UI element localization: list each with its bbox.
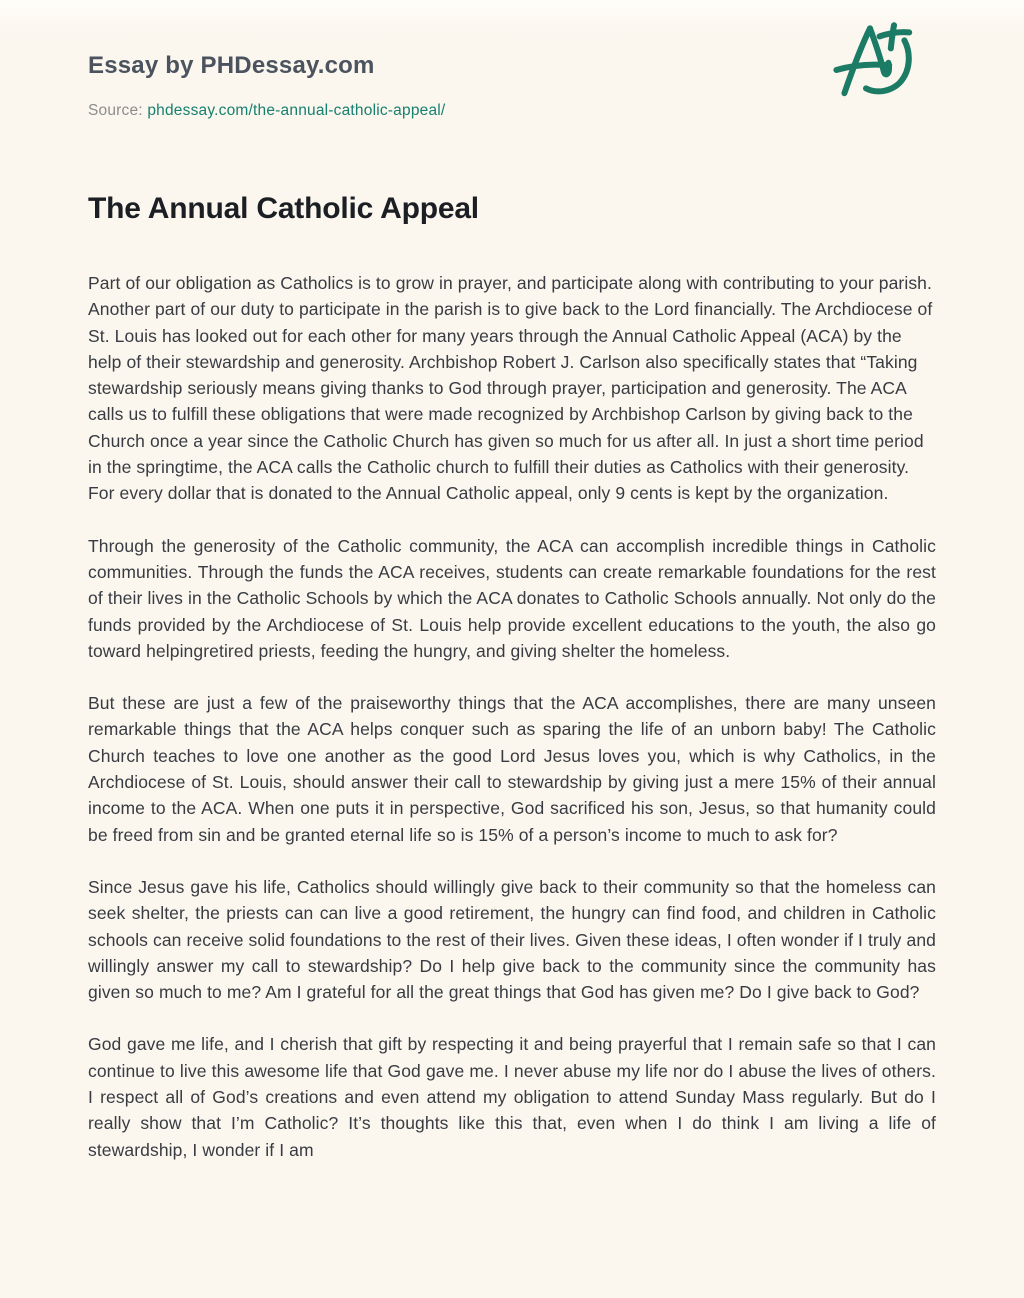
- paragraph: Part of our obligation as Catholics is to grow in prayer, and participate along with contributing to your parish. Another part of our duty to participate in the parish is to give back to the Lord financially. The Archdiocese of St. Louis has looked out for each other for many years through the Annual Catholic Appeal (ACA) by the help of their stewardship and generosity. Archbishop Robert J. Carlson also specifically states that “Taking stewardship seriously means giving thanks to God through prayer, participation and generosity. The ACA calls us to fulfill these obligations that were made recognized by Archbishop Carlson by giving back to the Church once a year since the Catholic Church has given so much for us after all. In just a short time period in the springtime, the ACA calls the Catholic church to fulfill their duties as Catholics with their generosity. For every dollar that is donated to the Annual Catholic appeal, only 9 cents is kept by the organization.: [88, 273, 933, 504]
- header: [88, 52, 936, 120]
- essay-page: [88, 0, 936, 1163]
- paragraph: Through the generosity of the Catholic community, the ACA can accomplish incredible things in Catholic communities. Through the funds the ACA receives, students can create remarkable foundations for the rest of their lives in the Catholic Schools by which the ACA donates to Catholic Schools annually. Not only do the funds provided by the Archdiocese of St. Louis help provide excellent educations to the youth, the also go toward helpingretired priests, feeding the hungry, and giving shelter the homeless.: [88, 535, 936, 661]
- essay-body: [88, 270, 936, 1163]
- paragraph: But these are just a few of the praiseworthy things that the ACA accomplishes, there are many unseen remarkable things that the ACA helps conquer such as sparing the life of an unborn baby! The Catholic Church teaches to love one another as the good Lord Jesus loves you, which is why Catholics, in the Archdiocese of St. Louis, should answer their call to stewardship by giving just a mere 15% of their annual income to the ACA. When one puts it in perspective, God sacrificed his son, Jesus, so that humanity could be freed from sin and be granted eternal life so is 15% of a person’s income to much to ask for?: [88, 693, 936, 845]
- a-plus-logo-icon: [826, 10, 922, 106]
- source-line: [88, 102, 936, 120]
- source-label: Source:: [88, 102, 143, 119]
- paragraph: God gave me life, and I cherish that gift by respecting it and being prayerful that I remain safe so that I can continue to live this awesome life that God gave me. I never abuse my life nor do I abuse the lives of others. I respect all of God’s creations and even attend my obligation to attend Sunday Mass regularly. But do I really show that I’m Catholic? It’s thoughts like this that, even when I do think I am living a life of stewardship, I wonder if I am: [88, 1034, 936, 1160]
- brand-title: Essay by PHDessay.com: [88, 52, 375, 79]
- page-title: The Annual Catholic Appeal: [88, 192, 479, 225]
- source-url-link[interactable]: phdessay.com/the-annual-catholic-appeal/: [147, 102, 446, 119]
- paragraph: Since Jesus gave his life, Catholics should willingly give back to their community so that the homeless can seek shelter, the priests can can live a good retirement, the hungry can find food, and children in Catholic schools can receive solid foundations to the rest of their lives. Given these ideas, I often wonder if I truly and willingly answer my call to stewardship? Do I help give back to the community since the community has given so much to me? Am I grateful for all the great things that God has given me? Do I give back to God?: [88, 876, 936, 1003]
